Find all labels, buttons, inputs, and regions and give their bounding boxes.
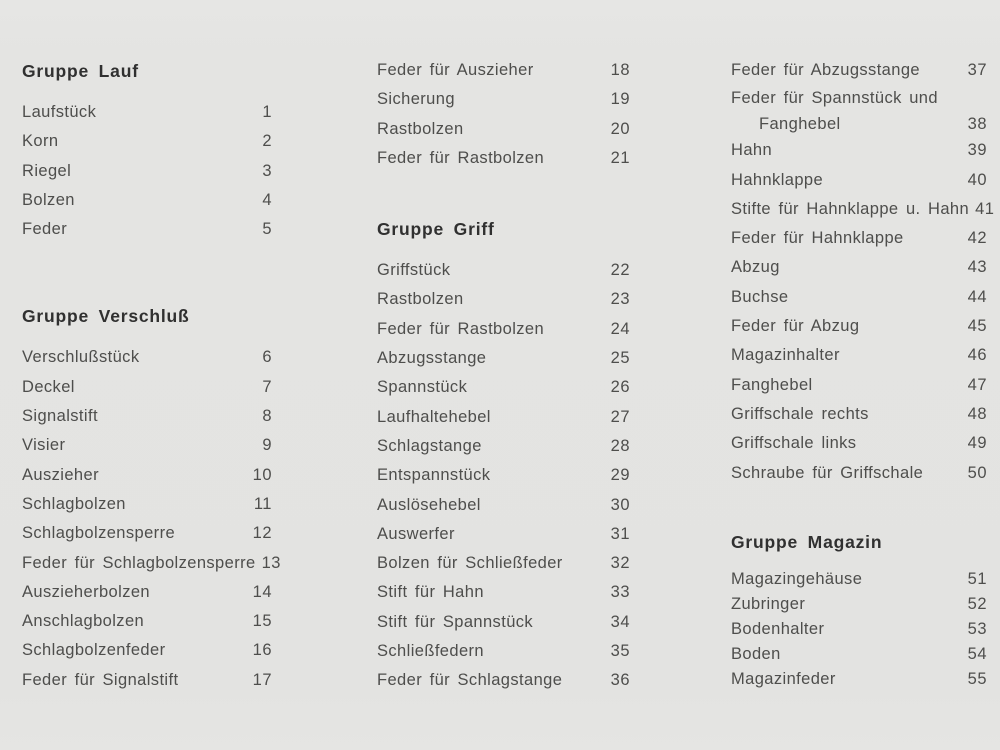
- part-number: 23: [610, 290, 630, 309]
- part-row: [377, 256, 630, 285]
- part-name-line1: Feder für Spannstück und: [731, 89, 938, 108]
- part-name: Zubringer: [731, 594, 806, 613]
- part-name: Buchse: [731, 287, 789, 306]
- part-number: 10: [252, 465, 272, 484]
- part-number: 32: [610, 554, 630, 573]
- part-row: [22, 519, 272, 548]
- part-number: 17: [252, 670, 272, 689]
- part-name: Bodenhalter: [731, 619, 825, 638]
- part-row: [22, 343, 272, 372]
- part-name: Griffstück: [377, 261, 451, 280]
- part-row: [731, 429, 987, 458]
- parts-group: [377, 256, 630, 695]
- part-number: 55: [967, 669, 987, 688]
- part-row: [22, 636, 272, 665]
- parts-group: [731, 567, 987, 692]
- part-name: Feder für Auszieher: [377, 61, 534, 79]
- part-number: 13: [261, 553, 281, 572]
- part-row: [731, 56, 987, 85]
- part-row: [731, 283, 987, 312]
- part-name: Feder: [22, 220, 68, 239]
- part-number: 53: [967, 619, 987, 638]
- part-row: [22, 373, 272, 402]
- part-number: 27: [610, 407, 630, 426]
- part-number: 5: [262, 220, 272, 239]
- group-heading: Gruppe Griff: [377, 219, 495, 240]
- part-name: Stift für Hahn: [377, 583, 484, 602]
- column-center: [377, 0, 630, 696]
- part-row: [377, 666, 630, 695]
- part-number: 46: [967, 346, 987, 365]
- part-name: Signalstift: [22, 407, 98, 426]
- part-row: [377, 373, 630, 402]
- part-name: Schlagstange: [377, 436, 482, 455]
- part-row: [731, 224, 987, 253]
- part-row: [377, 432, 630, 461]
- part-number: 37: [967, 61, 987, 79]
- part-number: 41: [975, 199, 995, 218]
- part-number: 16: [252, 641, 272, 660]
- part-row: [22, 127, 272, 156]
- part-row: [22, 578, 272, 607]
- part-name: Deckel: [22, 377, 75, 396]
- part-name: Laufstück: [22, 103, 97, 121]
- part-name: Abzugsstange: [377, 349, 487, 368]
- part-number: 4: [262, 190, 272, 209]
- part-number: 31: [610, 524, 630, 543]
- part-row: [731, 667, 987, 692]
- part-row: [377, 520, 630, 549]
- part-number: 12: [252, 524, 272, 543]
- part-name: Korn: [22, 132, 59, 151]
- part-row: [377, 637, 630, 666]
- part-number: 19: [610, 90, 630, 109]
- part-row: [731, 136, 987, 165]
- part-name: Feder für Rastbolzen: [377, 319, 545, 338]
- part-number: 11: [253, 494, 272, 513]
- part-row: [731, 312, 987, 341]
- part-name: Auswerfer: [377, 524, 455, 543]
- part-number: 54: [967, 644, 987, 663]
- part-number: 24: [610, 319, 630, 338]
- part-row: [377, 315, 630, 344]
- parts-group: [377, 56, 630, 173]
- part-name: Magazinfeder: [731, 669, 836, 688]
- part-name: Abzug: [731, 258, 780, 277]
- part-name: Hahn: [731, 141, 773, 160]
- part-number: 33: [610, 583, 630, 602]
- part-name: Rastbolzen: [377, 119, 464, 138]
- part-number: 43: [967, 258, 987, 277]
- part-row: [22, 431, 272, 460]
- part-number: 51: [967, 569, 987, 588]
- part-number: 38: [967, 115, 987, 134]
- part-row: [731, 567, 987, 592]
- part-row: [731, 341, 987, 370]
- part-number: 7: [262, 377, 272, 396]
- part-number: 39: [967, 141, 987, 160]
- part-name: Feder für Signalstift: [22, 670, 179, 689]
- part-number: 9: [262, 436, 272, 455]
- part-row: [22, 186, 272, 215]
- part-name: Feder für Schlagstange: [377, 671, 563, 690]
- part-number: 50: [967, 463, 987, 482]
- part-number: 18: [610, 61, 630, 79]
- part-name: Stift für Spannstück: [377, 612, 534, 631]
- part-name: Fanghebel: [731, 375, 813, 394]
- part-name: Stifte für Hahnklappe u. Hahn: [731, 199, 970, 218]
- part-name: Spannstück: [377, 378, 468, 397]
- part-number: 28: [610, 436, 630, 455]
- part-number: 49: [967, 434, 987, 453]
- part-number: 52: [967, 594, 987, 613]
- part-name: Auszieherbolzen: [22, 582, 150, 601]
- group-heading: Gruppe Magazin: [731, 531, 883, 552]
- part-row: [377, 549, 630, 578]
- part-name: Verschlußstück: [22, 348, 140, 367]
- part-name: Feder für Schlagbolzensperre: [22, 553, 256, 572]
- part-row: [22, 666, 272, 695]
- part-number: 40: [967, 170, 987, 189]
- part-number: 6: [262, 348, 272, 367]
- part-number: 42: [967, 229, 987, 248]
- part-row: [22, 607, 272, 636]
- part-number: 8: [262, 407, 272, 426]
- part-name: Schlagbolzenfeder: [22, 641, 166, 660]
- part-row: [22, 402, 272, 431]
- part-row: [731, 642, 987, 667]
- part-number: 2: [262, 132, 272, 151]
- part-name: Riegel: [22, 161, 72, 180]
- part-row: [731, 592, 987, 617]
- part-row: [22, 549, 281, 578]
- part-row: [377, 144, 630, 173]
- part-row: [377, 115, 630, 144]
- part-number: 21: [610, 148, 630, 167]
- parts-group: [22, 98, 272, 244]
- part-name: Auslösehebel: [377, 495, 481, 514]
- group-heading: Gruppe Lauf: [22, 61, 139, 81]
- part-name: [731, 85, 944, 136]
- part-name: Bolzen: [22, 190, 75, 209]
- parts-group: [731, 56, 995, 488]
- part-row: [377, 491, 630, 520]
- parts-group: [22, 343, 281, 695]
- part-name: Entspannstück: [377, 466, 491, 485]
- part-number: 34: [610, 612, 630, 631]
- part-name-line2: Fanghebel: [759, 115, 841, 134]
- part-number: 15: [252, 612, 272, 631]
- part-row: [731, 85, 987, 136]
- part-name: Feder für Abzugsstange: [731, 61, 920, 79]
- part-row: [22, 98, 272, 127]
- part-name: Feder für Hahnklappe: [731, 229, 904, 248]
- part-name: Bolzen für Schließfeder: [377, 554, 563, 573]
- part-number: 22: [610, 261, 630, 280]
- part-row: [22, 490, 272, 519]
- part-name: Feder für Rastbolzen: [377, 148, 545, 167]
- part-name: Magazingehäuse: [731, 569, 863, 588]
- part-row: [377, 344, 630, 373]
- part-name: Anschlagbolzen: [22, 612, 145, 631]
- part-row: [731, 400, 987, 429]
- part-name: Griffschale rechts: [731, 404, 869, 423]
- part-number: 26: [610, 378, 630, 397]
- part-row: [22, 461, 272, 490]
- column-right: [731, 0, 995, 692]
- part-number: 14: [252, 582, 272, 601]
- part-row: [377, 608, 630, 637]
- part-number: 20: [610, 119, 630, 138]
- part-number: 48: [967, 404, 987, 423]
- part-row: [22, 215, 272, 244]
- part-number: 47: [967, 375, 987, 394]
- part-number: 30: [610, 495, 630, 514]
- part-name: Visier: [22, 436, 66, 455]
- part-number: 44: [967, 287, 987, 306]
- part-name: Rastbolzen: [377, 290, 464, 309]
- part-number: 45: [967, 317, 987, 336]
- part-row: [731, 371, 987, 400]
- part-name: Schlagbolzen: [22, 494, 126, 513]
- part-name: Hahnklappe: [731, 170, 824, 189]
- part-row: [731, 253, 987, 282]
- part-number: 3: [262, 161, 272, 180]
- part-row: [731, 617, 987, 642]
- part-row: [377, 85, 630, 114]
- column-left: [22, 0, 281, 695]
- part-row: [377, 403, 630, 432]
- part-number: 1: [262, 103, 272, 121]
- part-name: Boden: [731, 644, 781, 663]
- part-row: [377, 56, 630, 85]
- part-row: [377, 461, 630, 490]
- part-name: Laufhaltehebel: [377, 407, 491, 426]
- part-row: [731, 166, 987, 195]
- part-row: [731, 195, 995, 224]
- group-heading: Gruppe Verschluß: [22, 306, 190, 327]
- part-number: 36: [610, 671, 630, 690]
- part-name: Magazinhalter: [731, 346, 840, 365]
- part-row: [22, 157, 272, 186]
- part-name: Schließfedern: [377, 642, 485, 661]
- part-number: 29: [610, 466, 630, 485]
- part-name: Schraube für Griffschale: [731, 463, 924, 482]
- part-row: [377, 285, 630, 314]
- part-number: 25: [610, 349, 630, 368]
- part-name: Griffschale links: [731, 434, 857, 453]
- part-name: Auszieher: [22, 465, 99, 484]
- part-name: Feder für Abzug: [731, 317, 860, 336]
- part-name: Sicherung: [377, 90, 455, 109]
- part-row: [377, 578, 630, 607]
- part-row: [731, 459, 987, 488]
- part-number: 35: [610, 642, 630, 661]
- part-name: Schlagbolzensperre: [22, 524, 176, 543]
